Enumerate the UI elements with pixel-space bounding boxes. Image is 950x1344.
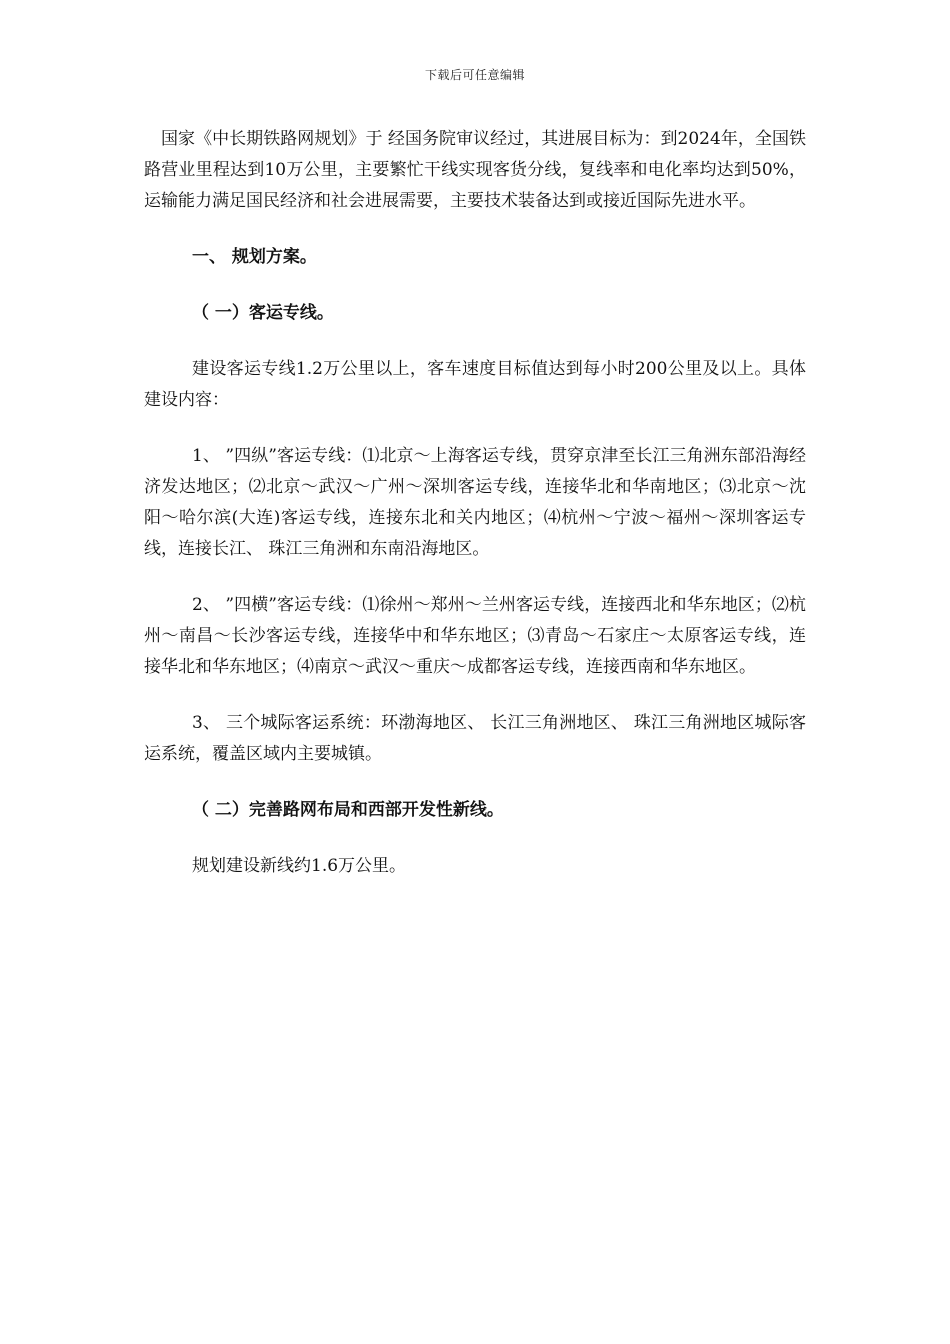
item-intercity-systems: 3、 三个城际客运系统：环渤海地区、 长江三角洲地区、 珠江三角洲地区城际客运系统，覆盖区域内主要城镇。 bbox=[144, 713, 806, 764]
network-layout-intro: 规划建设新线约1.6万公里。 bbox=[192, 856, 407, 876]
page-header: 下载后可任意编辑 bbox=[424, 68, 525, 82]
passenger-lines-intro: 建设客运专线1.2万公里以上，客车速度目标值达到每小时200公里及以上。具体建设内容： bbox=[144, 359, 806, 410]
section-heading-plan: 一、 规划方案。 bbox=[192, 247, 317, 267]
subsection-heading-passenger-lines: （ 一）客运专线。 bbox=[192, 303, 334, 323]
intro-paragraph: 国家《中长期铁路网规划》于 经国务院审议经过，其进展目标为：到2024年，全国铁路营业里程达到10万公里，主要繁忙干线实现客货分线，复线率和电化率均达到50%，运输能力满足国民经济和社会进展需要，主要技术装备达到或接近国际先进水平。 bbox=[144, 129, 806, 211]
document-body bbox=[144, 124, 806, 907]
item-four-vertical: 1、 ”四纵”客运专线：⑴北京～上海客运专线，贯穿京津至长江三角洲东部沿海经济发达地区；⑵北京～武汉～广州～深圳客运专线，连接华北和华南地区；⑶北京～沈阳～哈尔滨(大连)客运专线，连接东北和关内地区；⑷杭州～宁波～福州～深圳客运专线，连接长江、 珠江三角洲和东南沿海地区。 bbox=[144, 446, 806, 559]
item-four-horizontal: 2、 ”四横”客运专线：⑴徐州～郑州～兰州客运专线，连接西北和华东地区；⑵杭州～南昌～长沙客运专线，连接华中和华东地区；⑶青岛～石家庄～太原客运专线，连接华北和华东地区；⑷南京～武汉～重庆～成都客运专线，连接西南和华东地区。 bbox=[144, 595, 806, 677]
subsection-heading-network-layout: （ 二）完善路网布局和西部开发性新线。 bbox=[192, 800, 504, 820]
